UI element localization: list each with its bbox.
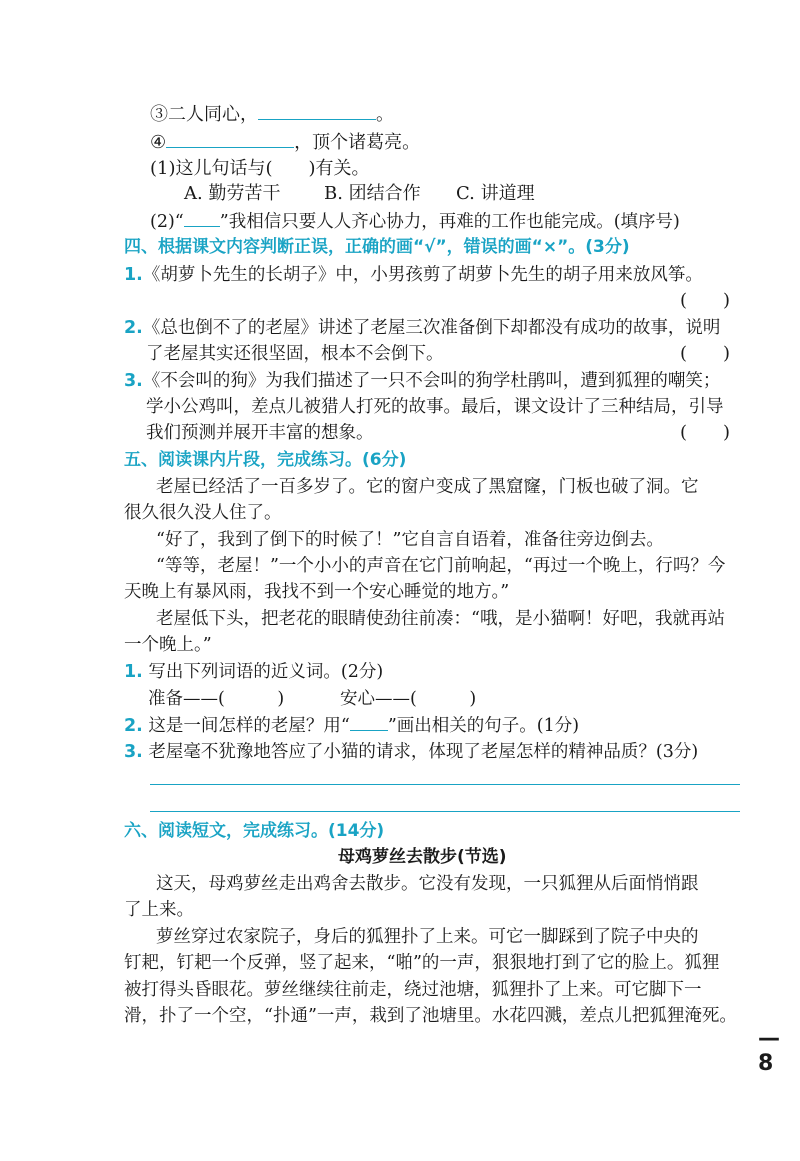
judge-paren-2[interactable]: ( ) bbox=[680, 343, 731, 364]
story-line: 了上来。 bbox=[124, 900, 194, 920]
answer-blank[interactable] bbox=[184, 210, 220, 227]
judge-item-2: 2.《总也倒不了的老屋》讲述了老屋三次准备倒下却都没有成功的故事，说明 bbox=[124, 318, 721, 338]
answer-blank[interactable] bbox=[258, 103, 376, 120]
story-line: 钉耙，钉耙一个反弹，竖了起来，“啪”的一声，狠狠地打到了它的脸上。狐狸 bbox=[124, 953, 720, 973]
option-c[interactable]: C. 讲道理 bbox=[456, 183, 535, 204]
sub-question-1: (1)这儿句话与( )有关。 bbox=[150, 158, 370, 179]
synonym-1[interactable]: 准备——( ) bbox=[148, 689, 285, 709]
judge-paren-3[interactable]: ( ) bbox=[680, 422, 731, 443]
question-line-4: ④ ，顶个诸葛亮。 bbox=[150, 132, 421, 153]
passage-line: 老屋低下头，把老花的眼睛使劲往前凑：“哦，是小猫啊！好吧，我就再站 bbox=[156, 609, 725, 629]
passage-line: “等等，老屋！”一个小小的声音在它门前响起，“再过一个晚上，行吗？今 bbox=[156, 556, 726, 576]
answer-line[interactable] bbox=[150, 784, 740, 785]
answer-blank[interactable] bbox=[166, 131, 294, 148]
section-6-heading: 六、阅读短文，完成练习。(14分) bbox=[124, 821, 385, 841]
synonym-2[interactable]: 安心——( ) bbox=[340, 689, 477, 709]
story-line: 滑，扑了一个空，“扑通”一声，栽到了池塘里。水花四溅，差点儿把狐狸淹死。 bbox=[124, 1006, 737, 1026]
passage-line: 很久很久没人住了。 bbox=[124, 503, 282, 523]
option-b[interactable]: B. 团结合作 bbox=[324, 183, 421, 204]
answer-line[interactable] bbox=[150, 811, 740, 812]
sub-question-2: (2)“ ”我相信只要人人齐心协力，再难的工作也能完成。(填序号) bbox=[150, 212, 680, 232]
judge-item-1: 1.《胡萝卜先生的长胡子》中，小男孩剪了胡萝卜先生的胡子用来放风筝。 bbox=[124, 265, 703, 285]
judge-item-2-line2: 了老屋其实还很坚固，根本不会倒下。 bbox=[146, 344, 444, 364]
section-5-q3: 3. 老屋毫不犹豫地答应了小猫的请求，体现了老屋怎样的精神品质？(3分) bbox=[124, 742, 699, 762]
passage-line: 天晚上有暴风雨，我找不到一个安心睡觉的地方。” bbox=[124, 582, 510, 602]
story-title: 母鸡萝丝去散步(节选) bbox=[338, 847, 507, 867]
question-line-3: ③二人同心， 。 bbox=[150, 104, 394, 125]
story-line: 被打得头昏眼花。萝丝继续往前走，绕过池塘，狐狸扑了上来。可它脚下一 bbox=[124, 980, 702, 1000]
judge-item-3: 3.《不会叫的狗》为我们描述了一只不会叫的狗学杜鹃叫，遭到狐狸的嘲笑； bbox=[124, 371, 721, 391]
judge-item-3-line3: 我们预测并展开丰富的想象。 bbox=[146, 423, 374, 443]
page-number: — 8 bbox=[758, 1026, 780, 1076]
passage-line: 老屋已经活了一百多岁了。它的窗户变成了黑窟窿，门板也破了洞。它 bbox=[156, 477, 699, 497]
judge-item-3-line2: 学小公鸡叫，差点儿被猎人打死的故事。最后，课文设计了三种结局，引导 bbox=[146, 397, 724, 417]
judge-paren-1[interactable]: ( ) bbox=[680, 290, 731, 311]
story-line: 这天，母鸡萝丝走出鸡舍去散步。它没有发现，一只狐狸从后面悄悄跟 bbox=[156, 874, 699, 894]
question-3-text: ③二人同心， bbox=[150, 104, 258, 125]
option-a[interactable]: A. 勤劳苦干 bbox=[184, 183, 281, 204]
passage-line: “好了，我到了倒下的时候了！”它自言自语着，准备往旁边倒去。 bbox=[156, 530, 664, 550]
section-5-heading: 五、阅读课内片段，完成练习。(6分) bbox=[124, 450, 407, 470]
story-line: 萝丝穿过农家院子，身后的狐狸扑了上来。可它一脚踩到了院子中央的 bbox=[156, 927, 699, 947]
line-sample bbox=[350, 714, 388, 731]
passage-line: 一个晚上。” bbox=[124, 635, 212, 655]
section-4-heading: 四、根据课文内容判断正误，正确的画“√”，错误的画“×”。(3分) bbox=[124, 237, 630, 257]
section-5-q2: 2. 这是一间怎样的老屋？用“ ”画出相关的句子。(1分) bbox=[124, 716, 580, 736]
section-5-q1: 1. 写出下列词语的近义词。(2分) bbox=[124, 662, 384, 682]
